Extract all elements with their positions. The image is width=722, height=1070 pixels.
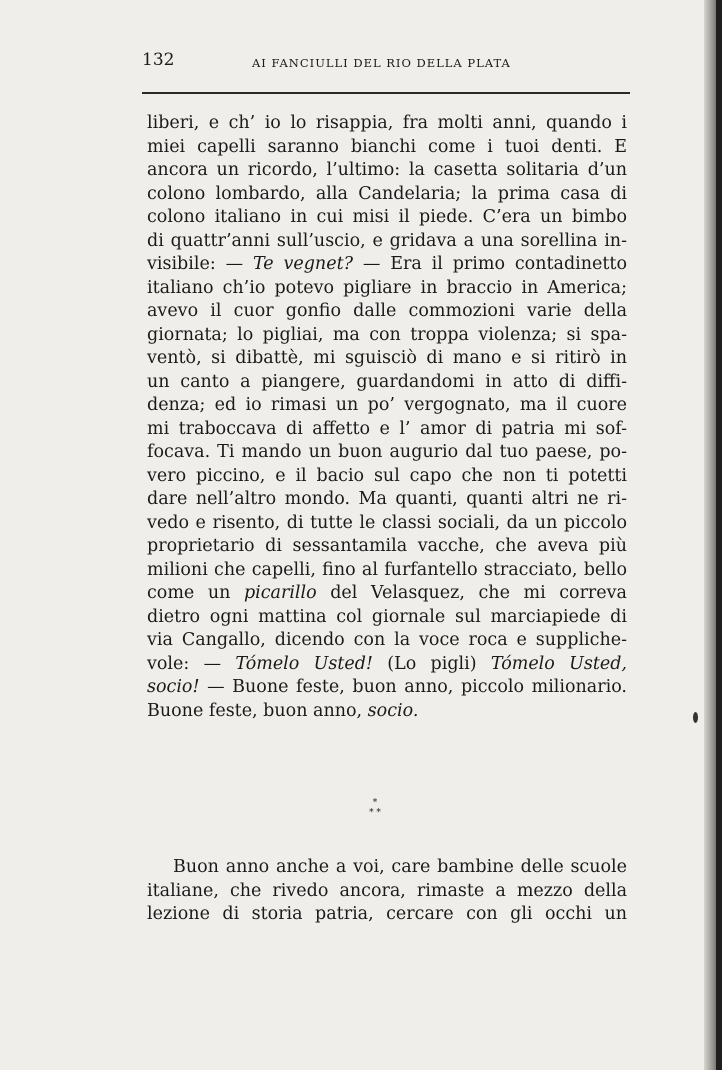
italic-text: Te vegnet? — [252, 254, 353, 274]
text-segment: di quattr’anni sull’uscio, e gridava a una sorellina in- — [147, 230, 627, 251]
text-segment: Buon anno anche a voi, care bambine delle scuole — [173, 857, 627, 877]
text-segment: miei capelli saranno bianchi come i tuoi denti. E — [147, 136, 627, 157]
text-line — [147, 112, 627, 136]
text-segment: proprietario di sessantamila vacche, che aveva più — [147, 536, 627, 556]
text-line — [147, 253, 627, 277]
text-line — [147, 418, 627, 442]
italic-text: socio! — [147, 677, 200, 697]
text-line — [147, 629, 627, 653]
text-segment: italiane, che rivedo ancora, rimaste a mezzo della — [147, 880, 627, 901]
margin-speck — [693, 712, 698, 723]
text-segment: denza; ed io rimasi un po’ vergognato, ma il cuore — [147, 395, 627, 415]
text-segment: Buone feste, buon anno, — [147, 700, 368, 721]
text-segment: ventò, si dibattè, mi sguisciò di mano e si ritirò in — [147, 348, 627, 368]
italic-text: Tómelo Usted! — [235, 653, 373, 674]
text-segment: avevo il cuor gonfio dalle commozioni varie della — [147, 301, 627, 321]
text-line — [147, 535, 627, 559]
text-line — [147, 700, 627, 724]
italic-text: picarillo — [243, 583, 317, 603]
text-line — [147, 606, 627, 630]
text-segment: milioni che capelli, fino al furfantello stracciato, bello — [147, 559, 627, 580]
text-line — [147, 230, 627, 254]
text-segment: vedo e risento, di tutte le classi sociali, da un piccolo — [147, 512, 627, 533]
paragraph-1 — [147, 112, 627, 723]
text-segment: (Lo pigli) — [372, 653, 491, 674]
text-line — [147, 347, 627, 371]
italic-text: socio. — [367, 700, 419, 721]
text-segment: colono lombardo, alla Candelaria; la prima casa di — [147, 183, 627, 204]
text-segment: — Era il primo contadinetto — [352, 254, 627, 274]
asterism: * * * — [369, 798, 381, 818]
text-line — [147, 277, 627, 301]
text-line — [147, 159, 627, 183]
text-segment: del Velasquez, che mi correva — [316, 583, 627, 603]
text-segment: lezione di storia patria, cercare con gli occhi un — [147, 904, 627, 924]
text-segment: giornata; lo pigliai, ma con troppa violenza; si spa- — [147, 324, 627, 345]
text-line — [147, 206, 627, 230]
text-line — [147, 856, 627, 880]
text-line — [147, 441, 627, 465]
text-line — [147, 183, 627, 207]
text-segment: via Cangallo, dicendo con la voce roca e suppliche- — [147, 630, 627, 650]
running-head: AI FANCIULLI DEL RIO DELLA PLATA — [252, 56, 511, 70]
text-segment: italiano ch’io potevo pigliare in braccio in America; — [147, 277, 627, 298]
text-segment: dietro ogni mattina col giornale sul marciapiede di — [147, 606, 627, 627]
text-line — [147, 512, 627, 536]
text-segment: — Buone feste, buon anno, piccolo milionario. — [199, 677, 627, 697]
text-segment: liberi, e ch’ io lo risappia, fra molti anni, quando i — [147, 113, 627, 133]
header-rule — [142, 92, 630, 94]
text-line — [147, 582, 627, 606]
text-line — [147, 903, 627, 927]
text-line — [147, 371, 627, 395]
text-line — [147, 465, 627, 489]
page-number: 132 — [142, 50, 175, 70]
page-header — [142, 48, 630, 74]
text-line — [147, 676, 627, 700]
text-line — [147, 559, 627, 583]
text-line — [147, 653, 627, 677]
text-line — [147, 136, 627, 160]
text-segment: vole: — — [147, 653, 236, 674]
text-segment: come un — [147, 583, 244, 603]
text-segment: dare nell’altro mondo. Ma quanti, quanti altri ne ri- — [147, 489, 627, 509]
text-segment: focava. Ti mando un buon augurio dal tuo paese, po- — [147, 442, 627, 462]
text-segment: un canto a piangere, guardandomi in atto di diffi- — [147, 371, 627, 392]
text-line — [147, 324, 627, 348]
text-segment: mi traboccava di affetto e l’ amor di patria mi sof- — [147, 418, 627, 439]
page-edge-dark — [716, 0, 722, 1070]
italic-text: Tómelo Usted, — [490, 653, 627, 674]
paragraph-2 — [147, 856, 627, 927]
text-line — [147, 880, 627, 904]
text-segment: ancora un ricordo, l’ultimo: la casetta solitaria d’un — [147, 160, 627, 180]
text-segment: visibile: — — [147, 254, 253, 274]
text-line — [147, 300, 627, 324]
text-segment: vero piccino, e il bacio sul capo che non ti potetti — [147, 465, 627, 486]
text-segment: colono italiano in cui misi il piede. C’era un bimbo — [147, 207, 627, 227]
text-line — [147, 488, 627, 512]
text-line — [147, 394, 627, 418]
